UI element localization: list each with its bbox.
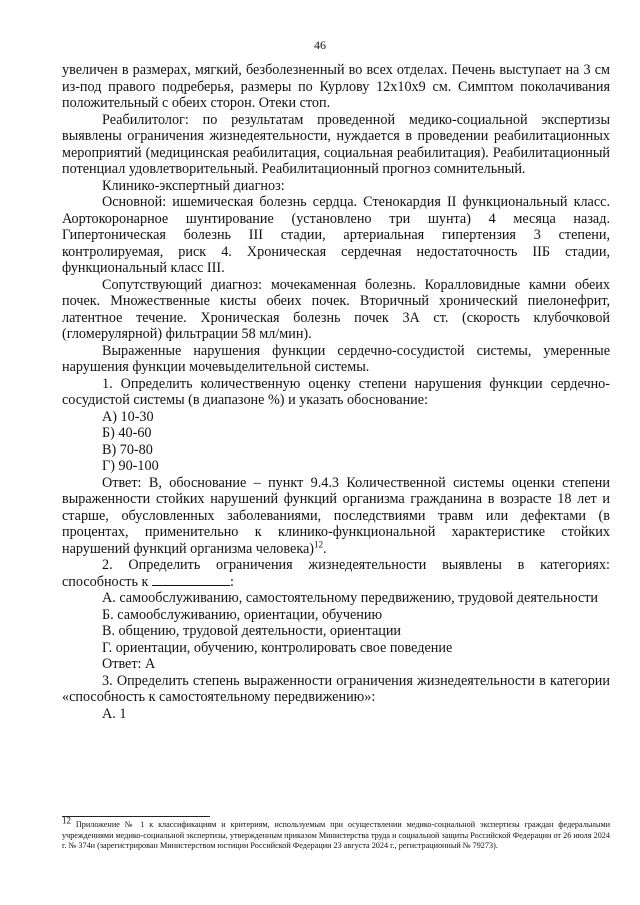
q2-option-b: Б. самообслуживанию, ориентации, обучению	[102, 606, 383, 623]
q1-answer	[62, 475, 610, 558]
q1-option-d: Г) 90-100	[102, 458, 159, 474]
question-3-text: 3. Определить степень выраженности ограничения жизнедеятельности в категории «способность к самостоятельному передвижению»:	[62, 672, 610, 705]
paragraph-diagnosis-heading: Клинико-экспертный диагноз:	[102, 177, 285, 194]
q1-answer-end: .	[323, 540, 327, 557]
q1-option-c: В) 70-80	[102, 441, 153, 458]
answer-blank	[152, 574, 230, 586]
question-2-text	[62, 557, 610, 590]
footnote	[62, 815, 611, 852]
q2-answer: Ответ: А	[102, 656, 156, 672]
q1-option-a: А) 10-30	[102, 408, 154, 425]
q1-option-b: Б) 40-60	[102, 425, 152, 441]
paragraph-concomitant-diagnosis: Сопутствующий диагноз: мочекаменная болезнь. Коралловидные камни обеих почек. Множественные кисты обеих почек. Вторичный хронический пиелонефрит, латентное течение. Хроническая болезнь почек 3А ст. (скорость клубочковой (гломерулярной) фильтрации 58 мл/мин).	[62, 276, 610, 342]
paragraph-liver: увеличен в размерах, мягкий, безболезненный во всех отделах. Печень выступает на 3 см из-под правого подреберья, размеры по Курлову 12х10х9 см. Симптом поколачивания положительный с обеих сторон. Отеки стоп.	[62, 62, 610, 111]
q1-footnote-ref: 12	[314, 538, 324, 549]
question-1-text: 1. Определить количественную оценку степени нарушения функции сердечно-сосудистой системы (в диапазоне %) и указать обоснование:	[62, 375, 610, 408]
q1-answer-text: Ответ: В, обоснование – пункт 9.4.3 Количественной системы оценки степени выраженности стойких нарушений функций организма гражданина в возрасте 18 лет и старше, обусловленных заболеваниями, последствиями травм или дефектами (в процентах, применительно к клинико-функциональной характеристике стойких нарушений функций организма человека)	[62, 474, 610, 557]
footnote-text: Приложение № 1 к классификациям и критериям, используемым при осуществлении медико-социальной экспертизы граждан федеральными учреждениями медико-социальной экспертизы, утвержденным приказом Министерства труда и социальной защиты Российской Федерации от 26 июля 2024 г. № 374н (зарегистрирован Министерством юстиции Российской Федерации 23 августа 2024 г., регистрационный № 79273).	[62, 820, 611, 850]
q2-option-d: Г. ориентации, обучению, контролировать свое поведение	[102, 639, 453, 656]
page-body	[62, 62, 610, 722]
paragraph-impairments: Выраженные нарушения функции сердечно-сосудистой системы, умеренные нарушения функции мочевыделительной системы.	[62, 342, 610, 375]
footnote-number: 12	[62, 815, 71, 826]
q2-option-a: А. самообслуживанию, самостоятельному передвижению, трудовой деятельности	[102, 590, 599, 606]
q2-text: 2. Определить ограничения жизнедеятельности выявлены в категориях: способность к	[62, 557, 610, 590]
q2-option-c: В. общению, трудовой деятельности, ориентации	[102, 623, 402, 639]
paragraph-rehabilitologist: Реабилитолог: по результатам проведенной медико-социальной экспертизы выявлены ограничения жизнедеятельности, нуждается в проведении реабилитационных мероприятий (медицинская реабилитация, социальная реабилитация). Реабилитационный потенциал удовлетворительный. Реабилитационный прогноз сомнительный.	[62, 111, 610, 177]
q3-option-a: А. 1	[102, 705, 127, 722]
paragraph-main-diagnosis: Основной: ишемическая болезнь сердца. Стенокардия II функциональный класс. Аортокоронарное шунтирование (установлено три шунта) 4 месяца назад. Гипертоническая болезнь III стадии, артериальная гипертензия 3 степени, контролируемая, риск 4. Хроническая сердечная недостаточность IIБ стадии, функциональный класс III.	[62, 194, 610, 276]
footnote-divider	[62, 816, 210, 817]
page-number: 46	[314, 38, 326, 52]
q2-text-end: :	[229, 573, 234, 590]
